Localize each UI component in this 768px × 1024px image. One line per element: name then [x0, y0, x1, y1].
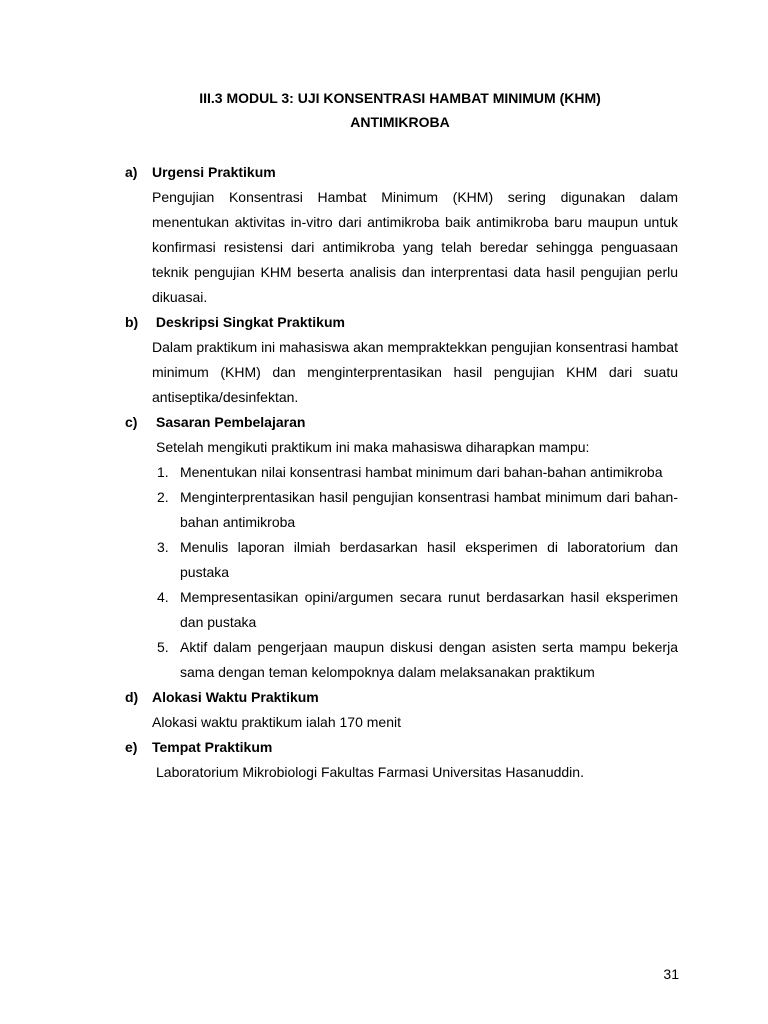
list-item-number: 1. [157, 464, 169, 480]
section-e-body: Laboratorium Mikrobiologi Fakultas Farmasi Universitas Hasanuddin. [156, 764, 584, 780]
module-title-line-1: III.3 MODUL 3: UJI KONSENTRASI HAMBAT MINIMUM (KHM) [199, 90, 601, 106]
list-item-number: 5. [157, 639, 169, 655]
section-d-title: Alokasi Waktu Praktikum [152, 689, 319, 705]
list-item [125, 535, 678, 585]
list-item [125, 585, 678, 635]
list-item-number: 4. [157, 589, 169, 605]
section-c-heading [125, 410, 678, 435]
list-item-text: Mempresentasikan opini/argumen secara runut berdasarkan hasil eksperimen dan pustaka [180, 589, 678, 630]
section-c-marker: c) [125, 414, 138, 430]
page-number: 31 [663, 966, 679, 982]
section-e-marker: e) [125, 739, 138, 755]
list-item-text: Menulis laporan ilmiah berdasarkan hasil eksperimen di laboratorium dan pustaka [180, 539, 678, 580]
section-e-heading [125, 735, 678, 760]
module-content [125, 160, 678, 785]
list-item-text: Menentukan nilai konsentrasi hambat minimum dari bahan-bahan antimikroba [180, 464, 663, 480]
section-a-body: Pengujian Konsentrasi Hambat Minimum (KHM) sering digunakan dalam menentukan aktivitas in-vitro dari antimikroba baik antimikroba baru maupun untuk konfirmasi resistensi dari antimikroba yang telah beredar sehingga penguasaan teknik pengujian KHM beserta analisis dan interprentasi data hasil pengujian perlu dikuasai. [152, 189, 678, 305]
list-item [125, 460, 678, 485]
list-item [125, 635, 678, 685]
section-b-title: Deskripsi Singkat Praktikum [152, 314, 345, 330]
section-e-title: Tempat Praktikum [152, 739, 273, 755]
section-c-title: Sasaran Pembelajaran [156, 414, 306, 430]
section-a-heading [125, 160, 678, 185]
list-item-number: 3. [157, 539, 169, 555]
learning-goals-list [125, 460, 678, 685]
list-item [125, 485, 678, 535]
section-a-title: Urgensi Praktikum [152, 164, 276, 180]
section-d-body: Alokasi waktu praktikum ialah 170 menit [152, 714, 402, 730]
section-a-marker: a) [125, 164, 138, 180]
module-title-line-2: ANTIMIKROBA [350, 114, 450, 130]
list-item-number: 2. [157, 489, 169, 505]
list-item-text: Aktif dalam pengerjaan maupun diskusi dengan asisten serta mampu bekerja sama dengan teman kelompoknya dalam melaksanakan praktikum [180, 639, 678, 680]
section-b-heading [125, 310, 678, 335]
section-b-marker: b) [125, 314, 139, 330]
section-b-body: Dalam praktikum ini mahasiswa akan mempraktekkan pengujian konsentrasi hambat minimum (KHM) dan menginterprentasikan hasil pengujian KHM dari suatu antiseptika/desinfektan. [152, 339, 678, 405]
list-item-text: Menginterprentasikan hasil pengujian konsentrasi hambat minimum dari bahan-bahan antimikroba [180, 489, 678, 530]
section-d-marker: d) [125, 689, 139, 705]
section-c-intro: Setelah mengikuti praktikum ini maka mahasiswa diharapkan mampu: [156, 439, 590, 455]
section-d-heading [125, 685, 678, 710]
